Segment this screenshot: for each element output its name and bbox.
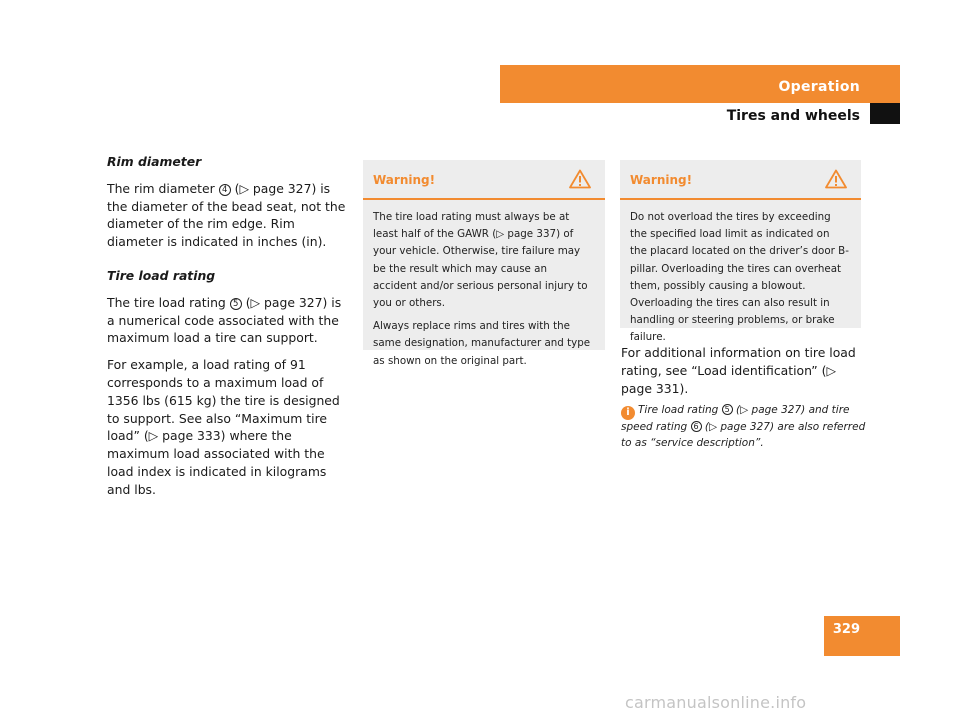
warning-title: Warning! xyxy=(630,173,693,187)
info-icon: i xyxy=(621,406,635,420)
watermark: carmanualsonline.info xyxy=(625,693,807,712)
warning-header xyxy=(363,160,605,200)
load-text-start: The tire load rating xyxy=(107,294,226,310)
page-number: 329 xyxy=(832,622,860,637)
section-tab-marker xyxy=(870,103,900,124)
section-header-bar xyxy=(500,65,900,103)
warning-header xyxy=(620,160,861,200)
info-note xyxy=(621,403,866,451)
load-example-paragraph: For example, a load rating of 91 corresponds to a maximum load of 1356 lbs (615 kg) the tire is designed to support. See also “Maximum tire load” (▷ page 333) where the maximum load associated with the load index is indicated in kilograms and lbs. xyxy=(107,357,340,497)
left-column xyxy=(107,153,352,508)
page-number-box xyxy=(824,616,900,656)
note-text-middle: (▷ page 327) and tire speed rating xyxy=(621,404,850,433)
warning-title: Warning! xyxy=(373,173,436,187)
rim-diameter-paragraph xyxy=(107,180,352,251)
section-title: Operation xyxy=(778,79,860,95)
callout-5-icon: 5 xyxy=(230,298,242,310)
callout-5-icon: 5 xyxy=(722,404,733,415)
warning-triangle-icon xyxy=(569,169,591,189)
warning-box-load-rating xyxy=(363,160,605,367)
load-text-end: (▷ page 327) is a numerical code associated with the maximum load a tire can support. xyxy=(107,294,342,346)
warning-body xyxy=(620,200,861,359)
warning-paragraph: Always replace rims and tires with the same designation, manufacturer and type as shown on the original part. xyxy=(373,320,591,367)
rim-text-start: The rim diameter xyxy=(107,180,215,196)
note-text-start: Tire load rating xyxy=(638,404,719,416)
tire-load-rating-heading: Tire load rating xyxy=(107,267,216,283)
warning-paragraph: Do not overload the tires by exceeding the specified load limit as indicated on the placard located on the driver’s door B-pillar. Overloading the tires can overheat them, possibly causing a blowout. Overloading the tires can also result in handling or steering problems, or brake failure. xyxy=(630,211,849,344)
load-rating-paragraph xyxy=(107,294,352,347)
callout-6-icon: 6 xyxy=(691,421,702,432)
warning-triangle-icon xyxy=(825,169,847,189)
callout-4-icon: 4 xyxy=(219,184,231,196)
rim-text-end: (▷ page 327) is the diameter of the bead seat, not the diameter of the rim edge. Rim diameter is indicated in inches (in). xyxy=(107,180,346,250)
additional-info-paragraph: For additional information on tire load rating, see “Load identification” (▷ page 331). xyxy=(621,345,856,396)
warning-paragraph: The tire load rating must always be at least half of the GAWR (▷ page 337) of your vehicle. Otherwise, tire failure may be the result which may cause an accident and/or serious personal injury to you or others. xyxy=(373,211,588,310)
subsection-title: Tires and wheels xyxy=(726,108,860,124)
note-text-end: (▷ page 327) are also referred to as “service description”. xyxy=(621,421,866,449)
warning-box-overload xyxy=(620,160,861,344)
warning-body xyxy=(363,200,605,382)
rim-diameter-heading: Rim diameter xyxy=(107,154,202,169)
